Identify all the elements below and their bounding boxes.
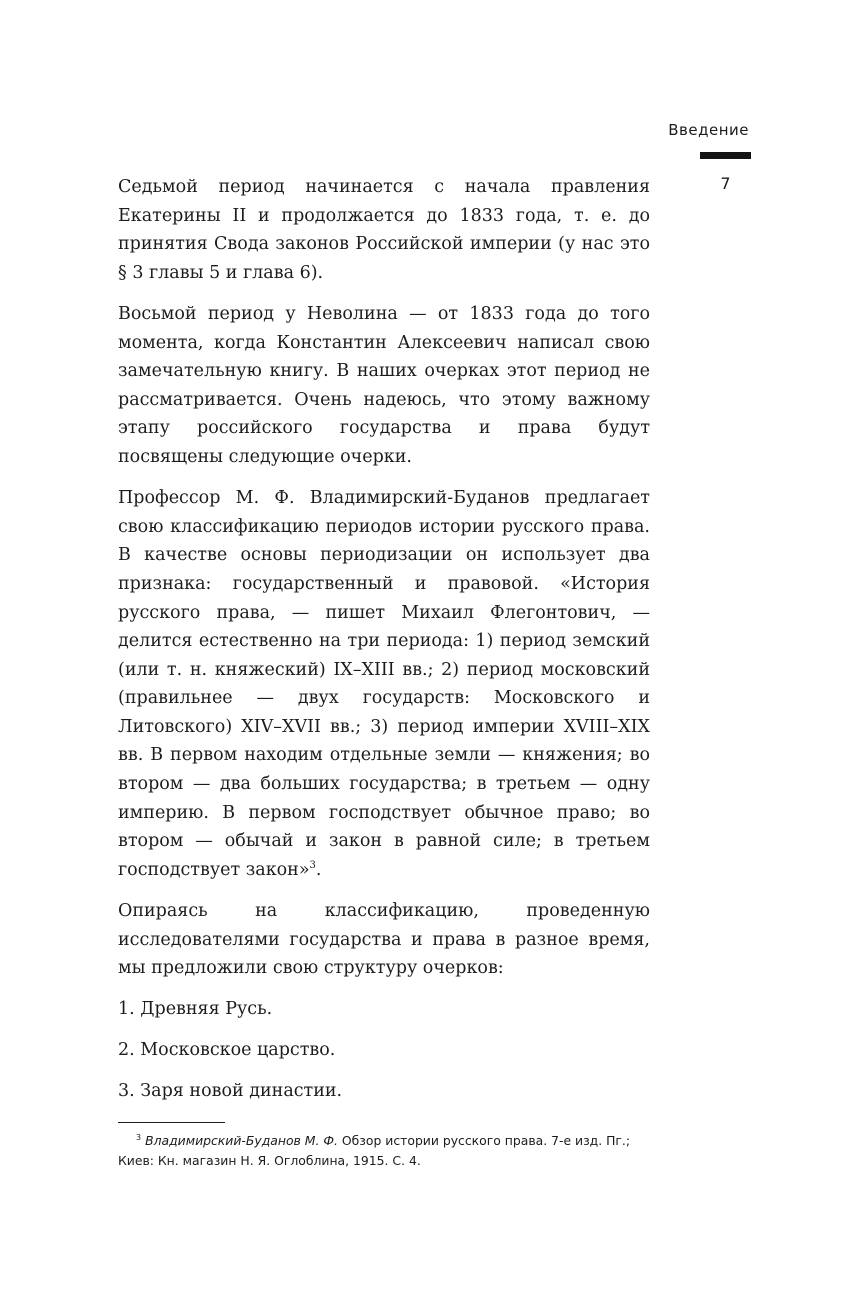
footnote-divider: [118, 1122, 225, 1123]
footnote: [118, 1131, 649, 1171]
list-item-3: 3. Заря новой династии.: [118, 1081, 343, 1102]
footnote-text: Обзор истории русского права. 7-е изд. Пг.; Киев: Кн. магазин Н. Я. Оглоблина, 1915. С. 4.: [118, 1133, 631, 1168]
paragraph-3: [118, 484, 650, 884]
paragraph-3-text: Профессор М. Ф. Владимирский-Буданов предлагает свою классификацию периодов истории русского права. В качестве основы периодизации он использует два признака: государственный и правовой. «История русского права, — пишет Михаил Флегонтович, — делится естественно на три периода: 1) период земский (или т. н. княжеский) IX–XIII вв.; 2) период московский (правильнее — двух государств: Московского и Литовского) XIV–XVII вв.; 3) период империи XVIII–XIX вв. В первом находим отдельные земли — княжения; во втором — два больших государства; в третьем — одну империю. В первом господствует обычное право; во втором — обычай и закон в равной силе; в третьем господствует закон»: [118, 488, 650, 880]
footnote-author: Владимирский-Буданов М. Ф.: [145, 1133, 338, 1148]
header-bar-divider: [700, 152, 751, 159]
running-title: Введение: [668, 121, 749, 139]
list-item-1: 1. Древняя Русь.: [118, 999, 273, 1020]
paragraph-2: Восьмой период у Неволина — от 1833 года до того момента, когда Константин Алексеевич написал свою замечательную книгу. В наших очерках этот период не рассматривается. Очень надеюсь, что этому важному этапу российского государства и права будут посвящены следующие очерки.: [118, 303, 650, 467]
paragraph-1: Седьмой период начинается с начала правления Екатерины II и продолжается до 1833 года, т. е. до принятия Свода законов Российской империи (у нас это § 3 главы 5 и глава 6).: [118, 177, 650, 283]
paragraph-3-end: .: [315, 859, 322, 880]
main-text: [118, 173, 650, 1118]
list-item-2: 2. Московское царство.: [118, 1040, 336, 1061]
footnote-marker: 3: [136, 1133, 142, 1142]
paragraph-4: Опираясь на классификацию, проведенную исследователями государства и права в разное время, мы предложили свою структуру очерков:: [118, 901, 650, 979]
page-number: 7: [720, 174, 731, 193]
footnote-reference[interactable]: 3: [309, 859, 316, 871]
